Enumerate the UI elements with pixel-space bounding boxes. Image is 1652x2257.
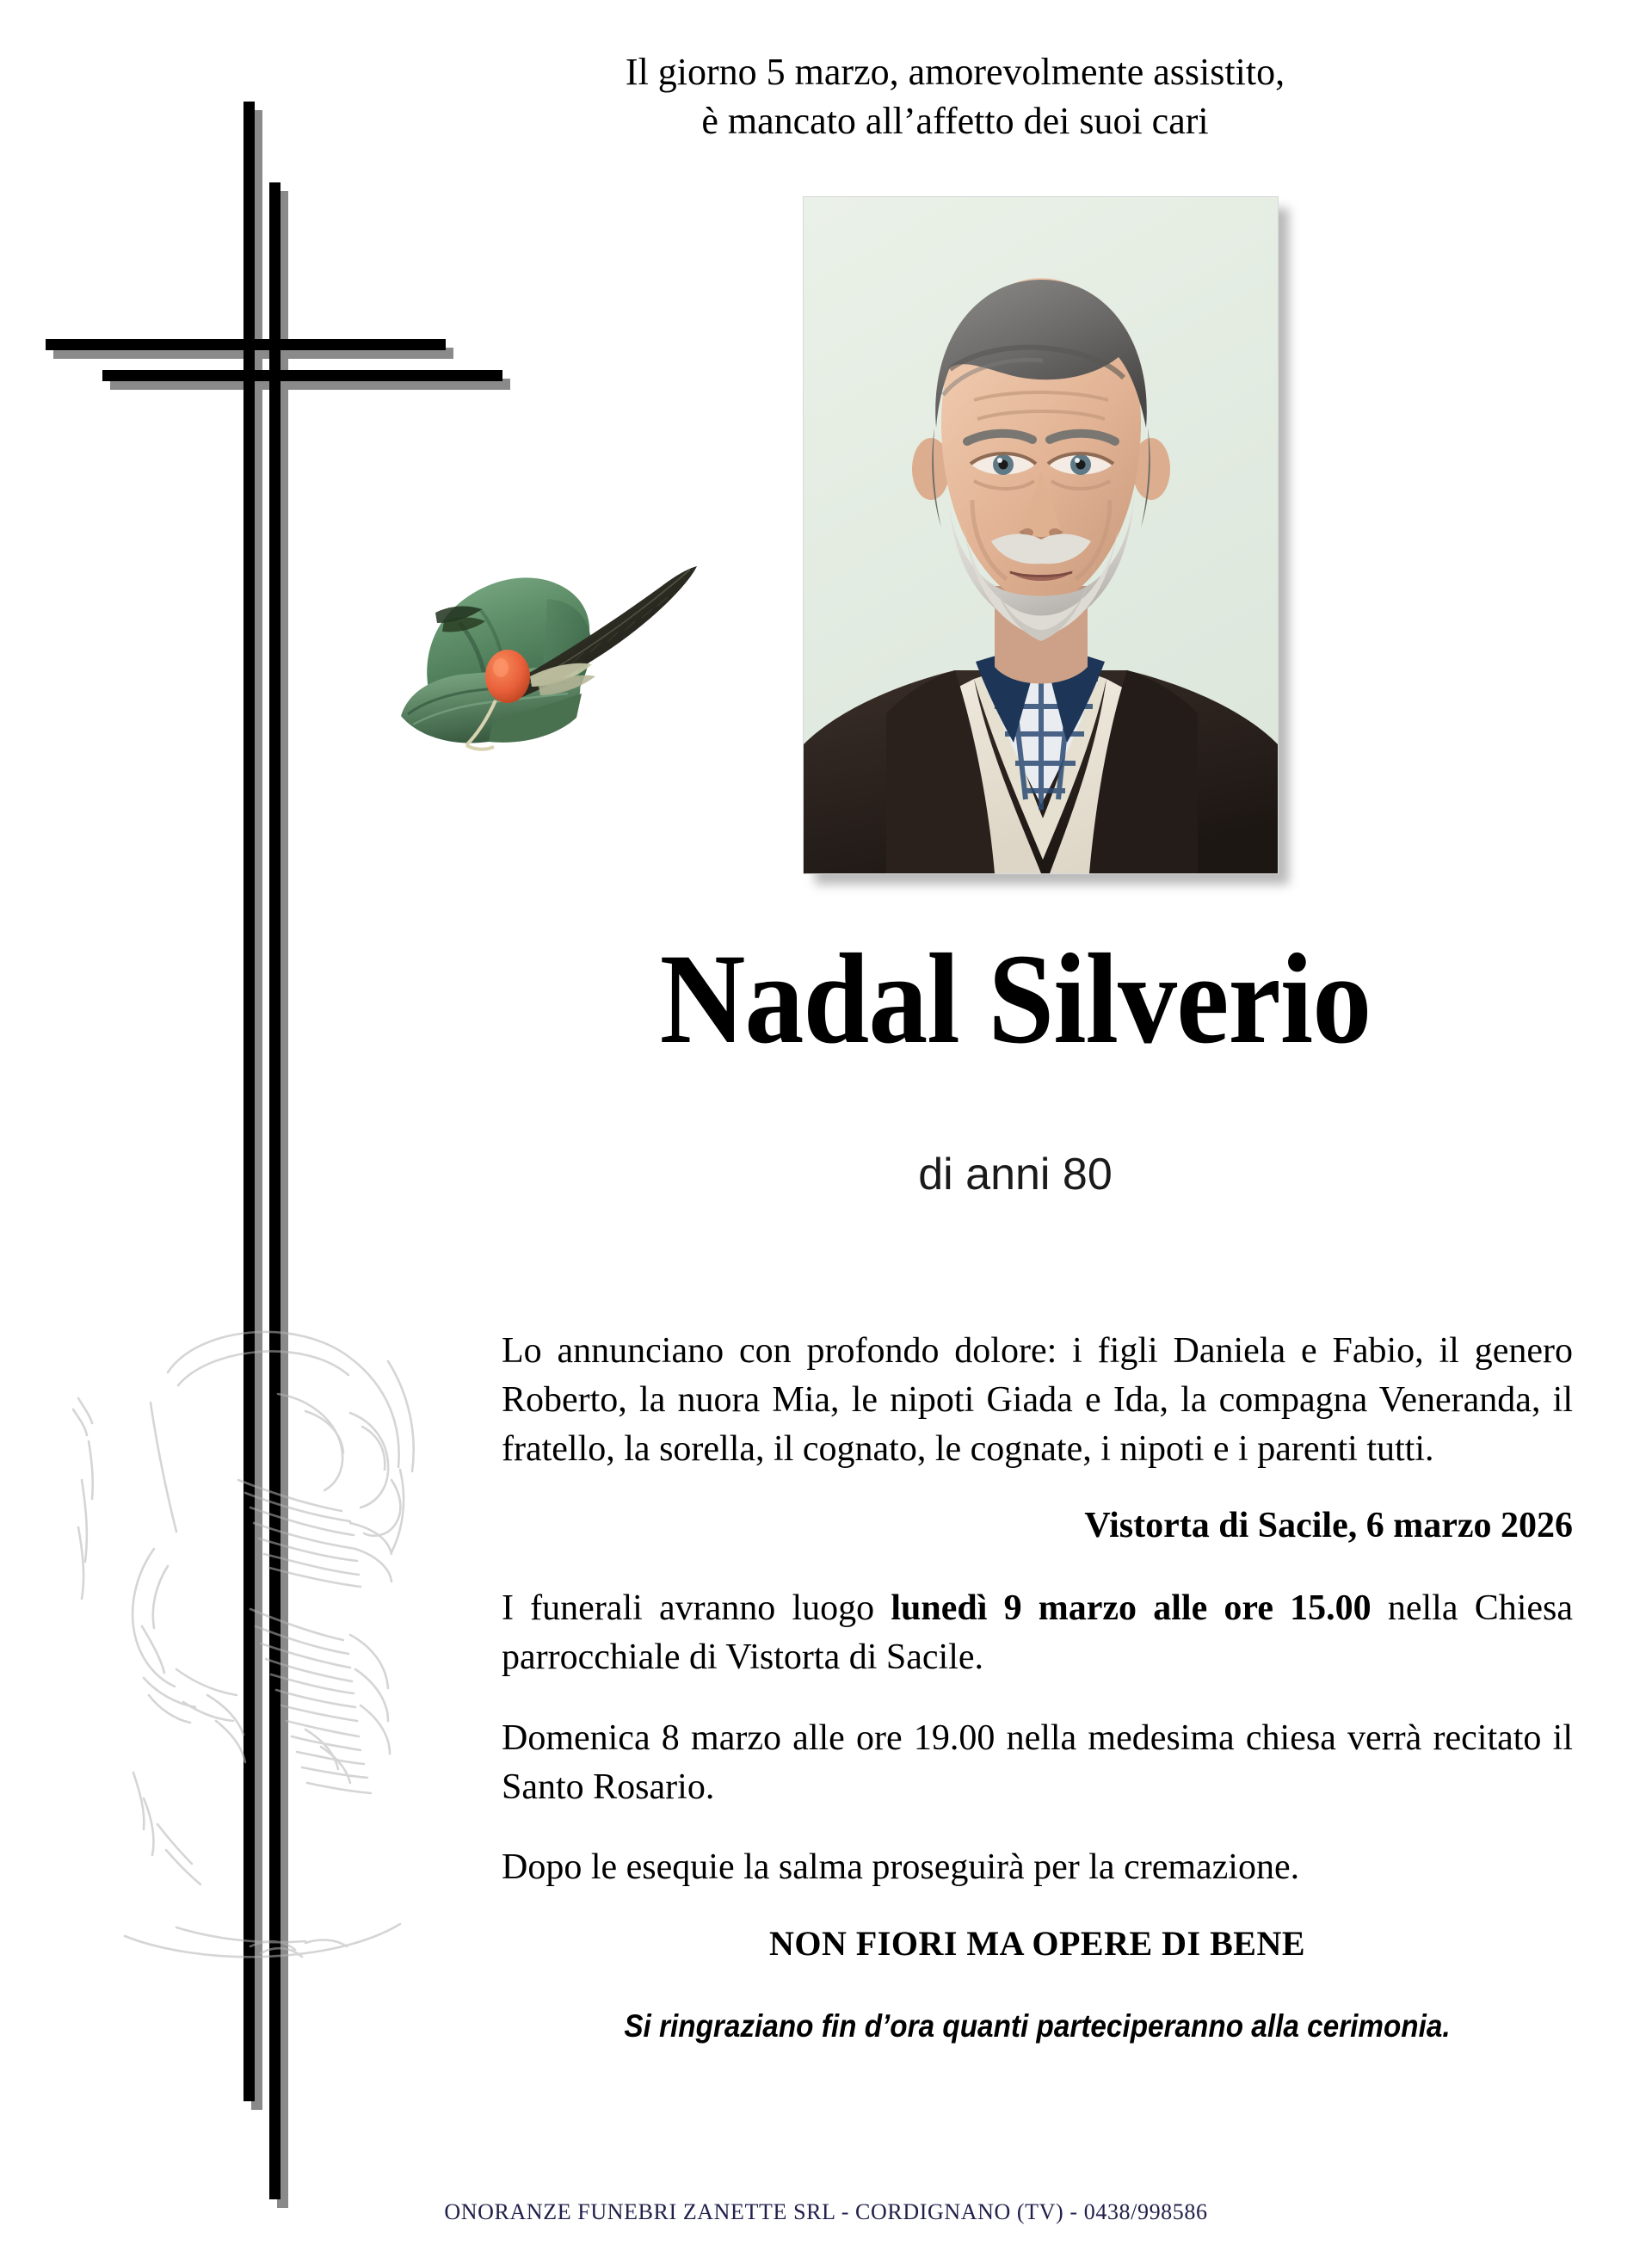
funeral-suffix: nella Chiesa parrocchiale di Vistorta di Sacile. [502,1588,1574,1678]
thanks-line: Si ringraziano fin d’ora quanti parteciperanno alla cerimonia. [624,2007,1451,2044]
deceased-age: di anni 80 [918,1150,1113,1199]
funeral-home-footer: ONORANZE FUNEBRI ZANETTE SRL - CORDIGNANO (TV) - 0438/998586 [444,2199,1208,2224]
rosary-paragraph: Domenica 8 marzo alle ore 19.00 nella medesima chiesa verrà recitato il Santo Rosario. [502,1717,1573,1807]
funeral-paragraph [502,1584,1573,1682]
funeral-prefix: I funerali avranno luogo [502,1588,891,1629]
announcement-header [516,47,1394,145]
funeral-datetime: lunedì 9 marzo alle ore 15.00 [891,1588,1372,1629]
flowers-notice: NON FIORI MA OPERE DI BENE [768,1923,1306,1963]
place-and-date: Vistorta di Sacile, 6 marzo 2026 [1084,1506,1573,1546]
cross-horizontal-bar-1 [46,339,446,350]
cross-horizontal-bar-2 [102,370,502,381]
cremation-paragraph: Dopo le esequie la salma proseguirà per la cremazione. [502,1847,1300,1887]
announcement-body [502,1327,1573,2044]
portrait-frame [803,196,1289,885]
deceased-portrait-photo [803,196,1279,874]
deceased-name: Nadal Silverio [659,928,1372,1070]
family-paragraph: Lo annunciano con profondo dolore: i figli Daniela e Fabio, il genero Roberto, la nuora Mia, le nipoti Giada e Ida, la compagna Veneranda, il fratello, la sorella, il cognato, le cognate, i nipoti e i parenti tutti. [502,1331,1573,1470]
alpini-hat-icon [370,516,714,766]
alpino-soldier-sketch-icon [47,1265,452,1979]
header-line-2: è mancato all’affetto dei suoi cari [701,100,1209,143]
header-line-1: Il giorno 5 marzo, amorevolmente assistito, [625,51,1285,93]
